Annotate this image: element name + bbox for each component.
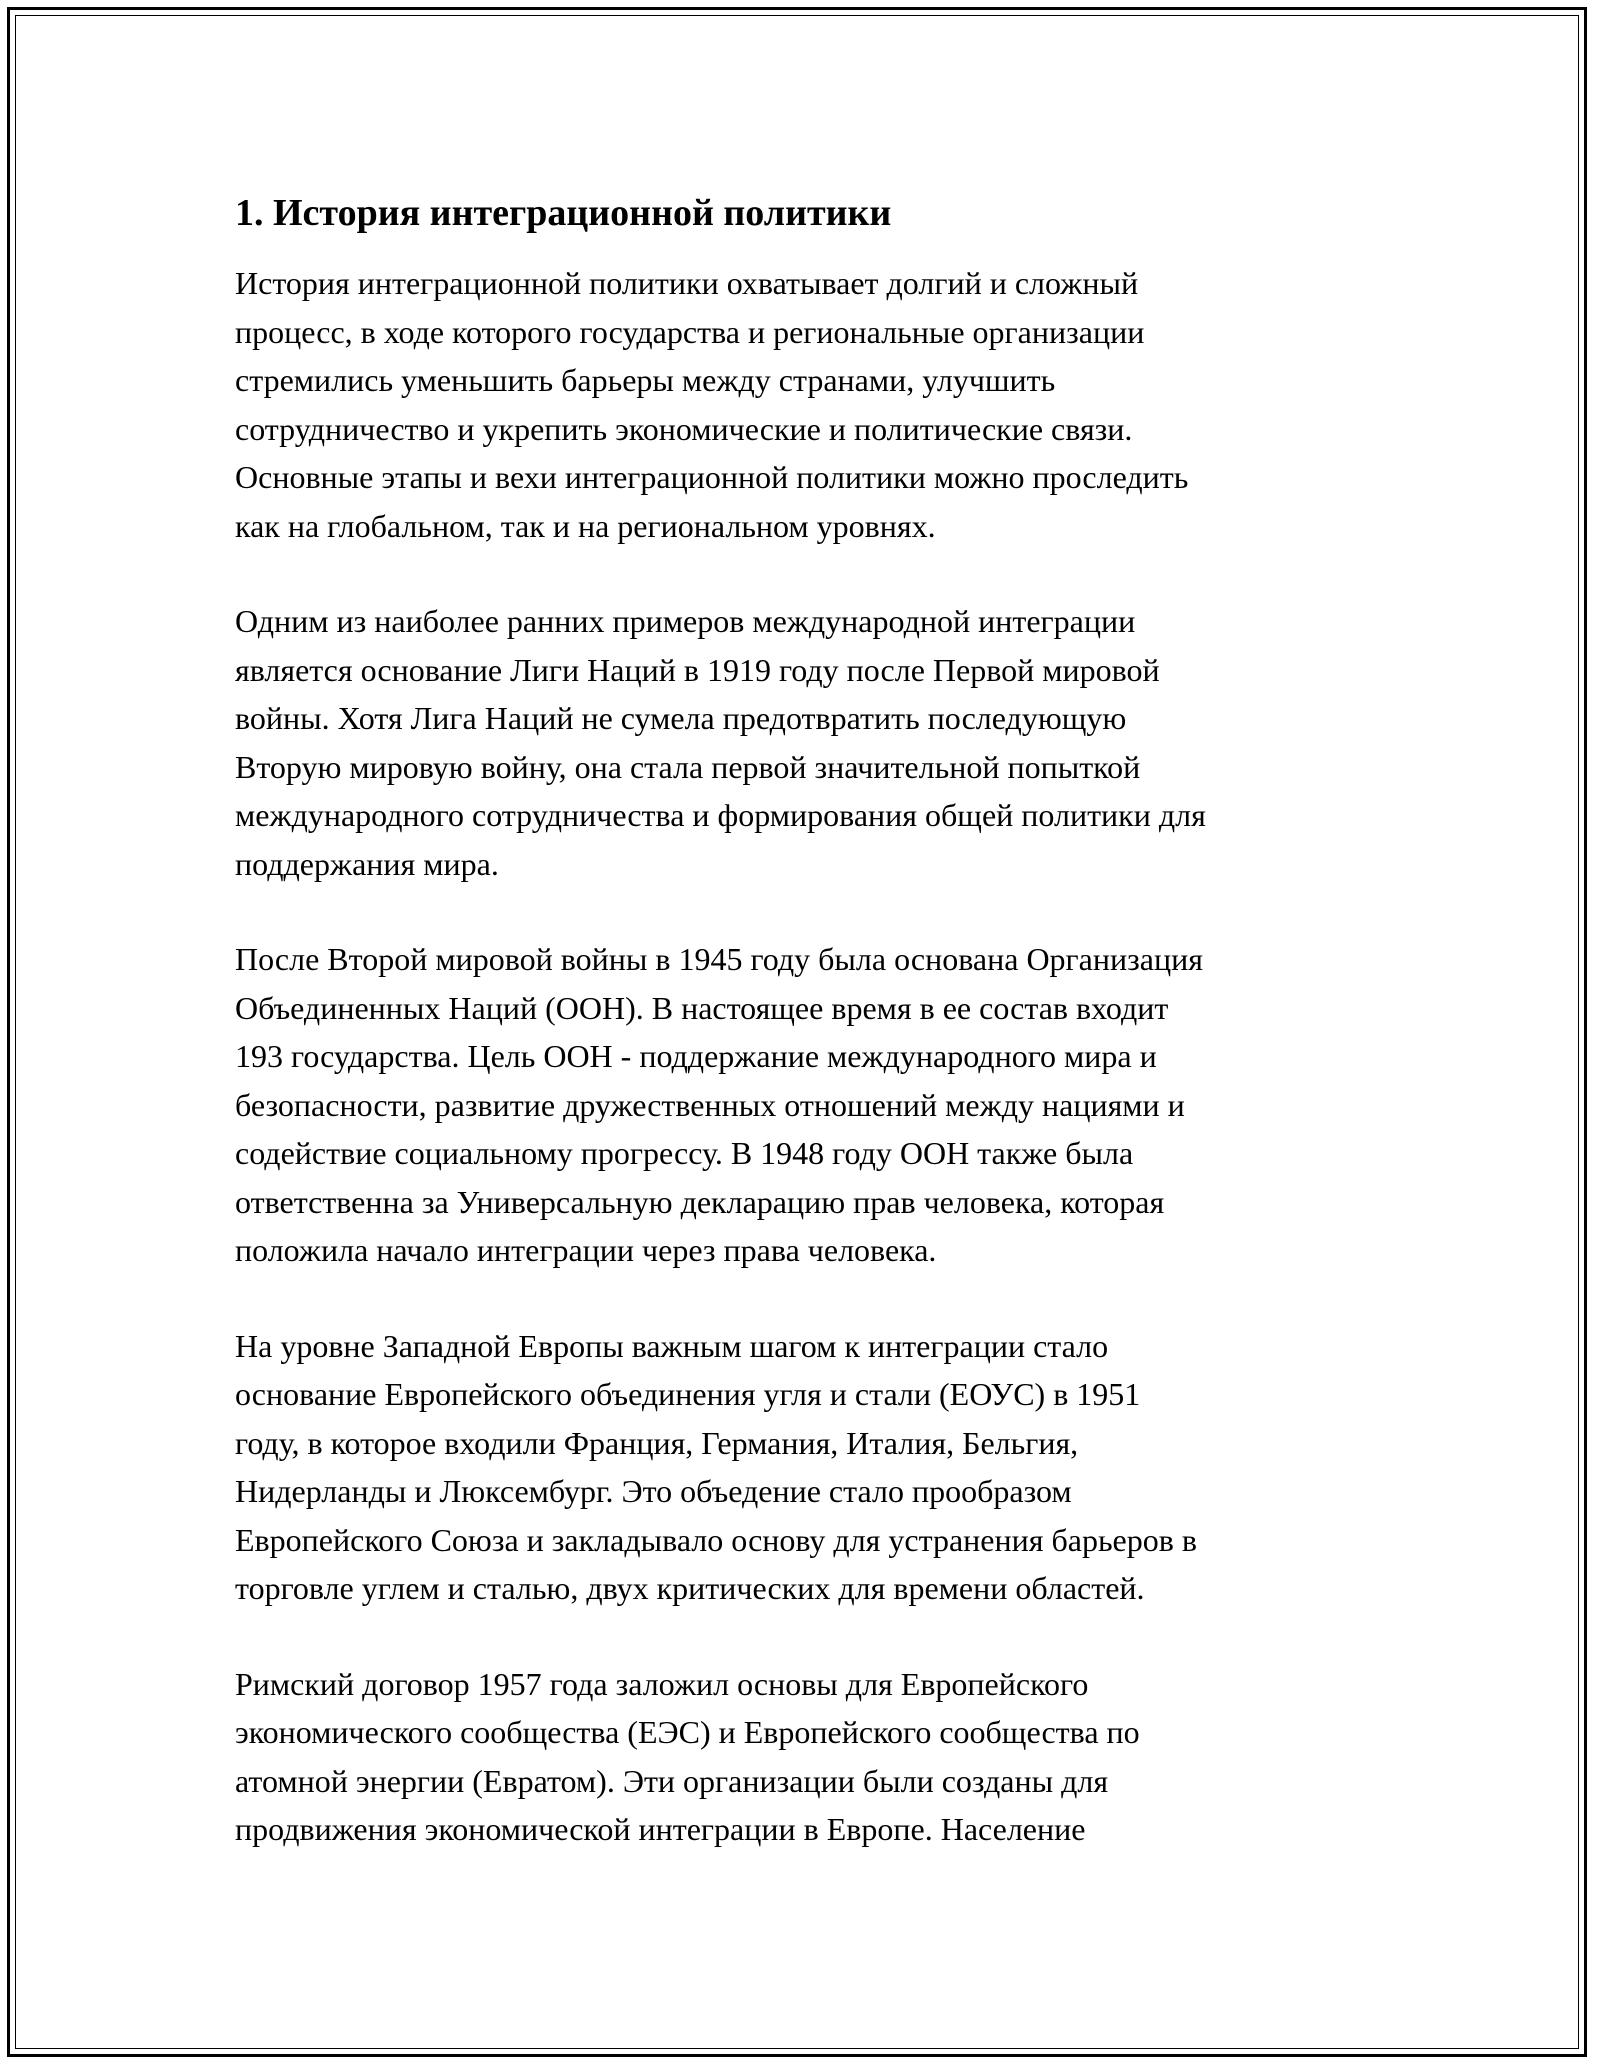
text-line: экономического сообщества (ЕЭС) и Европейского сообщества по — [235, 1714, 1140, 1750]
text-line: Одним из наиболее ранних примеров международной интеграции — [235, 603, 1136, 639]
text-line: основание Европейского объединения угля и стали (ЕОУС) в 1951 — [235, 1376, 1141, 1412]
text-line: Европейского Союза и закладывало основу для устранения барьеров в — [235, 1521, 1197, 1558]
text-line: поддержания мира. — [235, 845, 499, 882]
text-line: сотрудничество и укрепить экономические и политические связи. — [235, 410, 1133, 447]
text-line: ответственна за Универсальную декларацию прав человека, которая — [235, 1183, 1165, 1220]
text-line: Нидерланды и Люксембург. Это объедение стало прообразом — [235, 1473, 1072, 1509]
text-line: продвижения экономической интеграции в Европе. Население — [235, 1811, 1086, 1847]
paragraph — [235, 935, 1365, 1275]
text-line: международного сотрудничества и формирования общей политики для — [235, 797, 1206, 833]
text-line: торговле углем и сталью, двух критических для времени областей. — [235, 1570, 1145, 1606]
text-line: атомной энергии (Евратом). Эти организации были созданы для — [235, 1762, 1109, 1799]
text-line: История интеграционной политики охватывает долгий и сложный — [235, 265, 1139, 301]
text-line: Вторую мировую войну, она стала первой значительной попыткой — [235, 748, 1141, 785]
text-line: безопасности, развитие дружественных отношений между нациями и — [235, 1086, 1185, 1123]
paragraph — [235, 1322, 1365, 1613]
paragraph — [235, 259, 1365, 550]
document-body — [235, 185, 1365, 1901]
text-line: После Второй мировой войны в 1945 году была основана Организация — [235, 941, 1203, 977]
text-line: войны. Хотя Лига Наций не сумела предотвратить последующую — [235, 700, 1127, 736]
text-line: Римский договор 1957 года заложил основы для Европейского — [235, 1665, 1089, 1702]
text-line: стремились уменьшить барьеры между странами, улучшить — [235, 362, 1056, 398]
text-line: является основание Лиги Наций в 1919 году после Первой мировой — [235, 651, 1160, 688]
paragraph — [235, 597, 1365, 888]
section-heading: 1. История интеграционной политики — [235, 192, 892, 234]
text-line: положила начало интеграции через права человека. — [235, 1232, 937, 1268]
text-line: процесс, в ходе которого государства и региональные организации — [235, 313, 1145, 350]
paragraph — [235, 1660, 1365, 1854]
text-line: как на глобальном, так и на региональном уровнях. — [235, 507, 936, 544]
text-line: 193 государства. Цель ООН - поддержание международного мира и — [235, 1038, 1157, 1074]
text-line: На уровне Западной Европы важным шагом к интеграции стало — [235, 1327, 1109, 1364]
text-line: содействие социальному прогрессу. В 1948 году ООН также была — [235, 1135, 1134, 1171]
text-line: Объединенных Наций (ООН). В настоящее время в ее состав входит — [235, 989, 1169, 1026]
text-line: Основные этапы и вехи интеграционной политики можно проследить — [235, 459, 1189, 495]
text-line: году, в которое входили Франция, Германия, Италия, Бельгия, — [235, 1424, 1079, 1461]
